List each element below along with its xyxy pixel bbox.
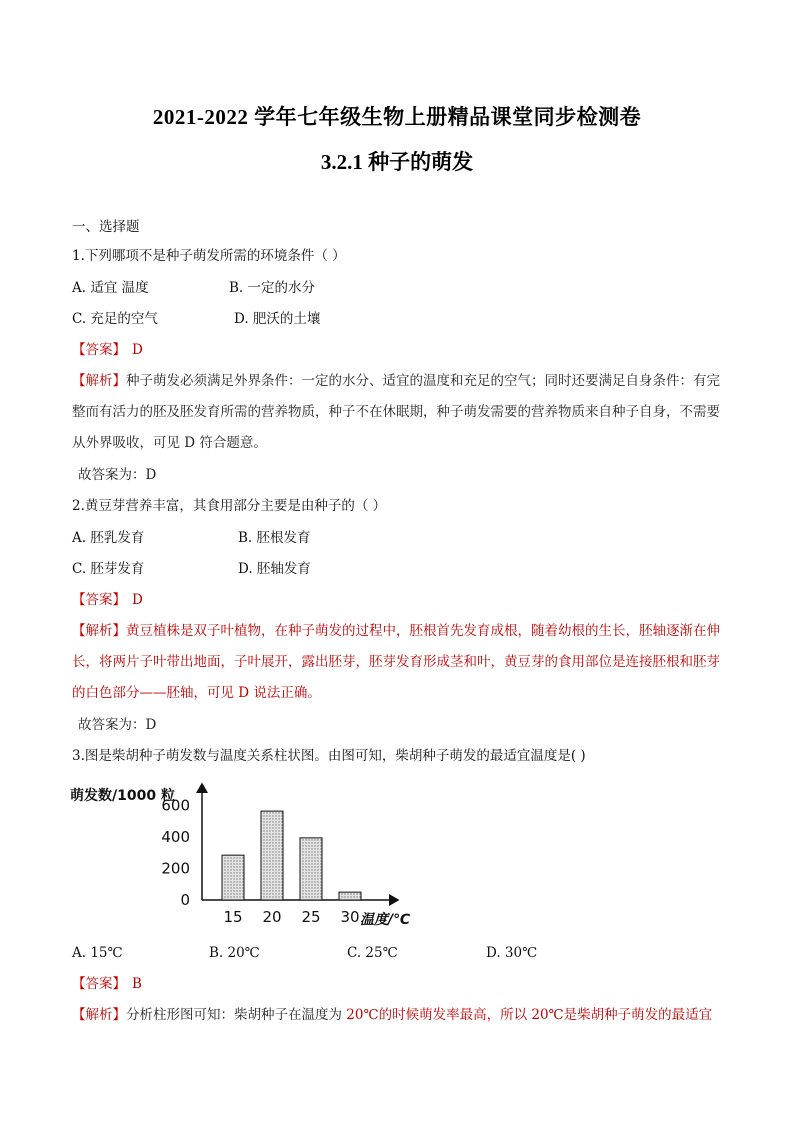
q3-answer: [72, 975, 142, 993]
q3-answer-tag: 【答案】: [72, 976, 126, 992]
chart-x-tick-label: 25: [301, 908, 321, 926]
q2-final-answer: 故答案为：D: [78, 717, 157, 733]
q3-explanation-prefix: 分析柱形图可知：柴胡种子在温度为: [126, 1007, 347, 1023]
q2-answer: [72, 591, 143, 609]
q3-answer-value: B: [132, 976, 142, 992]
q3-option-b: B. 20℃: [209, 945, 260, 961]
q2-option-c: C. 胚芽发育: [72, 561, 145, 577]
q2-explanation: [72, 616, 732, 709]
q1-answer-value: D: [132, 342, 143, 358]
chart-y-label: 萌发数/1000 粒: [70, 788, 175, 804]
q1-option-a: A. 适宜 温度: [72, 280, 149, 296]
q2-explanation-text: 黄豆植株是双子叶植物，在种子萌发的过程中，胚根首先发育成根，随着幼根的生长，胚轴逐渐在伸长，将两片子叶带出地面，子叶展开，露出胚芽，胚芽发育形成茎和叶，黄豆芽的食用部位是连接胚根和胚芽的白色部分——胚轴，可见 D 说法正确。: [72, 623, 720, 701]
document-subtitle: 3.2.1 种子的萌发: [320, 150, 474, 174]
q3-explanation: [72, 1000, 732, 1031]
q2-explanation-tag: 【解析】: [72, 623, 126, 639]
q3-option-c: C. 25℃: [347, 945, 398, 961]
q3-explanation-highlight: 20℃的时候萌发率最高，所以 20℃是柴胡种子萌发的最适宜: [346, 1007, 713, 1023]
q3-option-a: A. 15℃: [72, 945, 123, 961]
chart-bar: [261, 811, 283, 900]
q1-explanation: [72, 366, 732, 459]
q2-answer-value: D: [132, 592, 143, 608]
chart-y-tick-label: 0: [180, 891, 190, 909]
q1-answer: [72, 341, 143, 359]
chart-x-label: 温度/℃: [360, 912, 411, 928]
q1-stem: 1.下列哪项不是种子萌发所需的环境条件（ ）: [72, 248, 346, 264]
q1-final-answer: 故答案为：D: [78, 467, 157, 483]
q1-option-d: D. 肥沃的土壤: [234, 311, 321, 327]
chart-svg: [62, 776, 442, 936]
q3-explanation-tag: 【解析】: [72, 1007, 126, 1023]
chart-x-tick-label: 30: [340, 908, 360, 926]
q2-option-d: D. 胚轴发育: [238, 561, 311, 577]
q3-option-d: D. 30℃: [486, 945, 538, 961]
germination-bar-chart: [62, 776, 442, 940]
section-heading: 一、选择题: [72, 219, 140, 235]
chart-x-tick-label: 15: [223, 908, 243, 926]
chart-y-tick-label: 400: [161, 828, 190, 847]
chart-y-tick-label: 600: [161, 796, 190, 815]
document-title: 2021-2022 学年七年级生物上册精品课堂同步检测卷: [152, 105, 642, 129]
chart-y-tick-label: 200: [161, 859, 190, 878]
q1-explanation-tag: 【解析】: [72, 373, 126, 389]
q1-option-c: C. 充足的空气: [72, 311, 158, 327]
chart-x-tick-label: 20: [262, 908, 282, 926]
q1-option-b: B. 一定的水分: [229, 280, 316, 296]
q2-stem: 2.黄豆芽营养丰富，其食用部分主要是由种子的（ ）: [72, 498, 387, 514]
q1-answer-tag: 【答案】: [72, 342, 126, 358]
q2-option-a: A. 胚乳发育: [72, 530, 145, 546]
chart-bar: [339, 892, 361, 900]
q2-answer-tag: 【答案】: [72, 592, 126, 608]
q2-option-b: B. 胚根发育: [238, 530, 311, 546]
chart-bar: [300, 838, 322, 900]
q3-stem: 3.图是柴胡种子萌发数与温度关系柱状图。由图可知，柴胡种子萌发的最适宜温度是( ): [72, 748, 586, 764]
chart-bar: [222, 855, 244, 900]
q1-explanation-text: 种子萌发必须满足外界条件：一定的水分、适宜的温度和充足的空气；同时还要满足自身条件：有完整而有活力的胚及胚发育所需的营养物质，种子不在休眠期，种子萌发需要的营养物质来自种子自身，不需要从外界吸收，可见 D 符合题意。: [72, 373, 720, 451]
